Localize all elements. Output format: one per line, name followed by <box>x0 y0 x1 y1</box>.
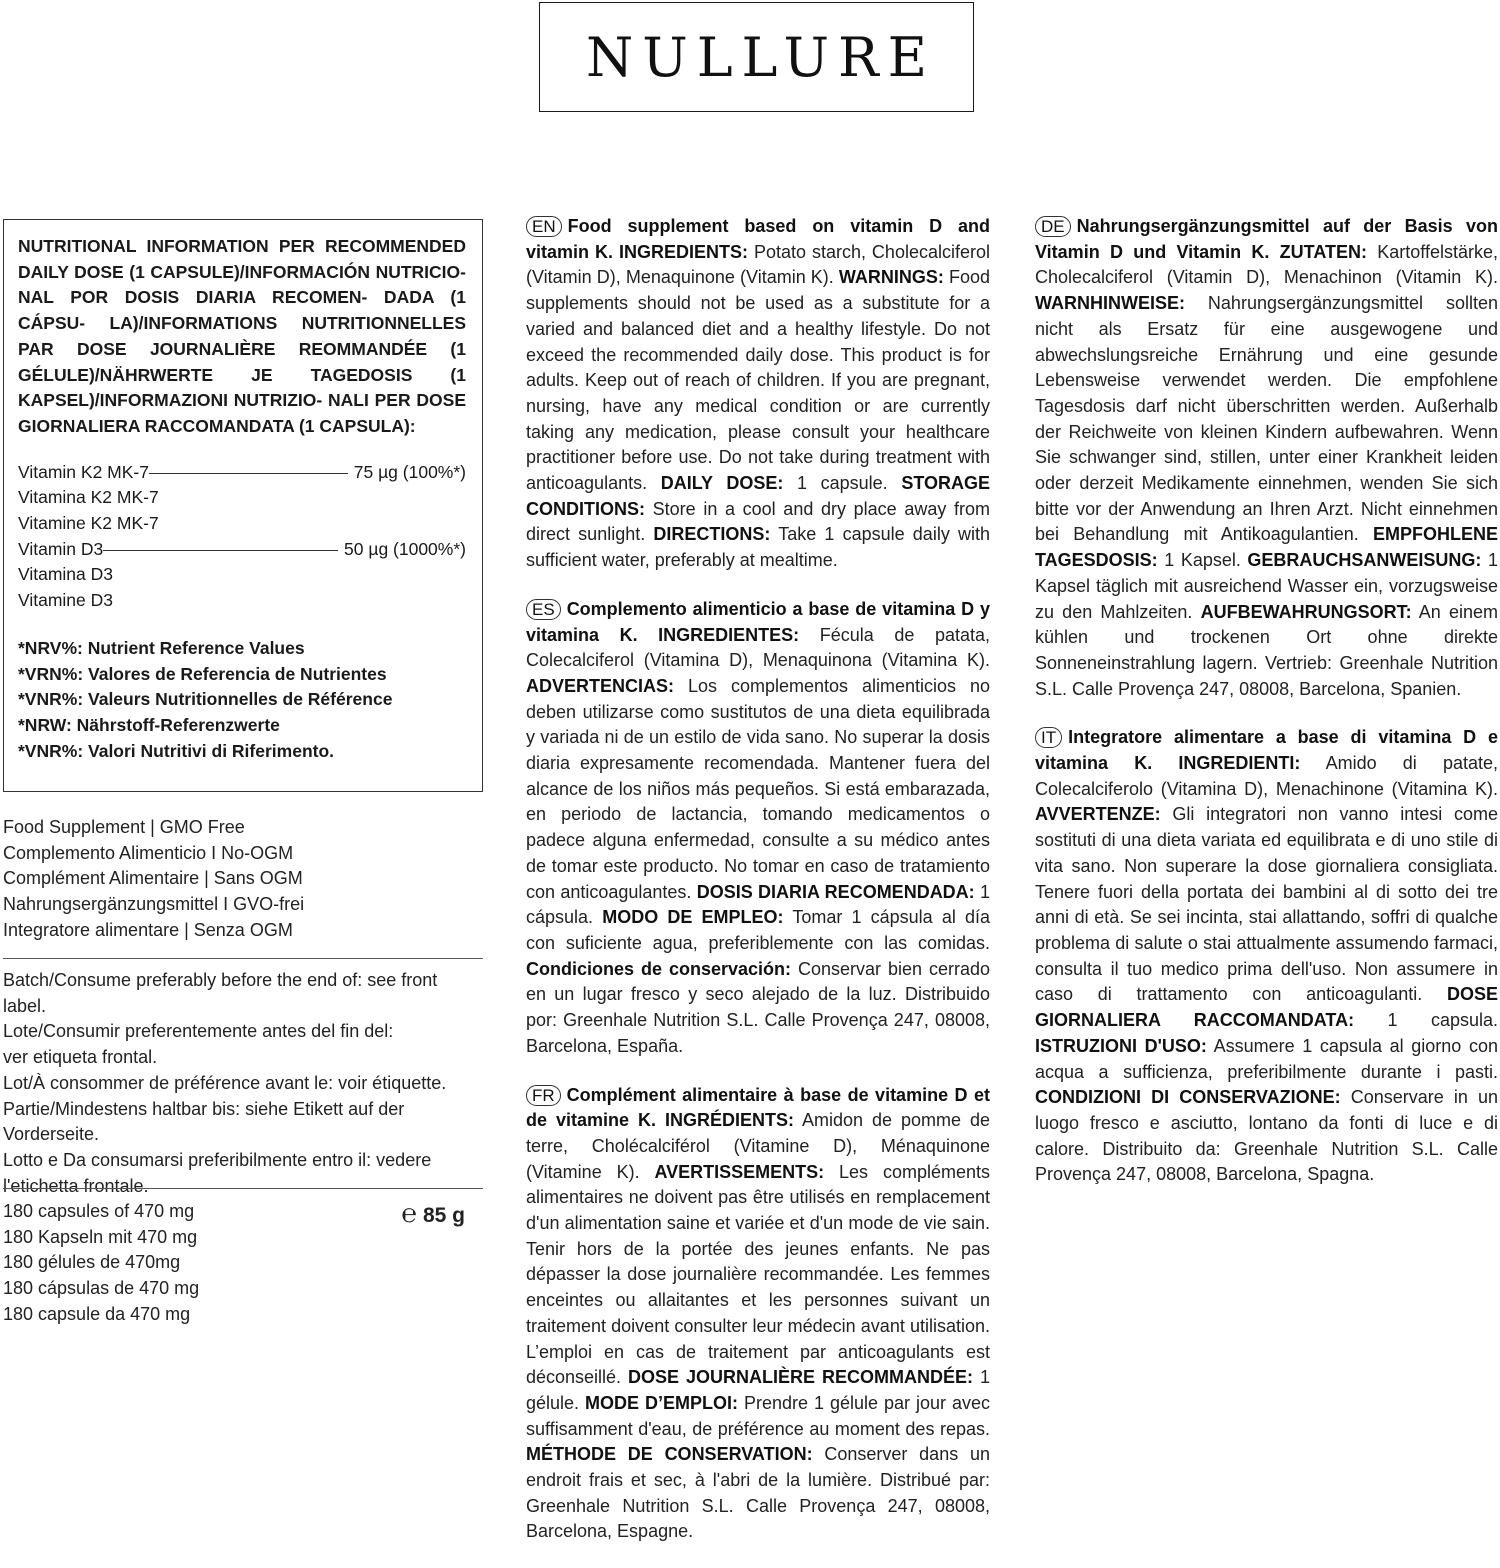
text-line: Complément Alimentaire | Sans OGM <box>3 868 303 889</box>
divider <box>3 958 483 959</box>
nutrient-value: 50 µg (1000%*) <box>344 538 466 559</box>
body-text: 1 gélule. <box>526 1367 990 1413</box>
body-text: Prendre 1 gélule par jour avec suffisamment d'eau, de préférence au moment des repas. <box>526 1392 991 1439</box>
body-text: Conservar bien cerrado en un lugar fresco y seco alejado de la luz. Distribuido por: Greenhale Nutrition S.L. Calle Provença 247, 08008, Barcelona, España. <box>526 958 990 1056</box>
nrv-line: *NRV%: Nutrient Reference Values <box>18 637 305 658</box>
nutrition-info-box <box>3 219 483 792</box>
nutrient-name: Vitamin K2 MK-7 <box>18 461 149 482</box>
food-supplement-labels <box>3 815 483 944</box>
section-it <box>1035 725 1498 1188</box>
nutrient-row-k2 <box>18 460 466 486</box>
label-text: DOSIS DIARIA RECOMENDADA: <box>696 881 975 902</box>
section-de <box>1035 214 1498 702</box>
label-text: EMPFOHLENE TAGESDOSIS: <box>1035 524 1498 571</box>
text-line: l'etichetta frontale. <box>3 1175 149 1196</box>
body-text: Gli integratori non vanno intesi come sostituti di una dieta variata ed equilibrata e di uno stile di vita sano. Non superare la dose giornaliera consigliata. Tenere fuori della portata dei bambini al di sotto dei tre anni di età. Se sei incinta, stai allattando, soffri di qualche problema di salute o stai attualmente assumendo farmaci, consulta il tuo medico prima dell'uso. Non assumere in caso di trattamento con anticoagulanti. <box>1035 804 1498 1005</box>
nutrient-value: 75 µg (100%*) <box>353 461 466 482</box>
nrv-line: *VNR%: Valeurs Nutritionnelles de Référence <box>18 689 393 710</box>
body-text: 1 Kapsel. <box>1157 550 1248 571</box>
label-text: WARNHINWEISE: <box>1035 293 1185 314</box>
nutrient-name: Vitamine K2 MK-7 <box>18 513 159 534</box>
label-text: DOSE GIORNALIERA RACCOMANDATA: <box>1035 984 1498 1031</box>
body-text: Potato starch, Cholecalciferol (Vitamin D), Menaquinone (Vitamin K). <box>526 241 990 288</box>
leader-line <box>149 473 348 474</box>
batch-info <box>3 968 483 1199</box>
label-text: WARNINGS: <box>838 267 944 288</box>
label-text: DIRECTIONS: <box>653 524 771 545</box>
brand-logo: NULLURE <box>585 25 937 89</box>
label-text: ISTRUZIONI D'USO: <box>1035 1035 1207 1056</box>
text-line: 180 gélules de 470mg <box>3 1252 181 1273</box>
body-text: Tomar 1 cápsula al día con suficiente agua, preferiblemente con las comidas. <box>526 907 990 953</box>
body-text: Amido di patate, Colecalciferolo (Vitamina D), Menachinone (Vitamina K). <box>1035 753 1499 799</box>
text-line: Batch/Consume preferably before the end of: see front label. <box>3 970 438 1016</box>
body-text: Amidon de pomme de terre, Cholécalciférol (Vitamine D), Ménaquinone (Vitamine K). <box>526 1110 991 1182</box>
weight-value: 85 g <box>422 1204 465 1227</box>
text-line: 180 Kapseln mit 470 mg <box>3 1226 198 1247</box>
capsule-count <box>3 1199 483 1328</box>
language-badge: EN <box>526 216 562 237</box>
language-badge: ES <box>526 599 561 620</box>
text-line: Lote/Consumir preferentemente antes del fin del: <box>3 1021 394 1042</box>
section-fr <box>526 1083 990 1546</box>
label-text: AUFBEWAHRUNGSORT: <box>1200 601 1412 622</box>
nutrient-list <box>18 460 466 614</box>
text-line: Partie/Mindestens haltbar bis: siehe Etikett auf der <box>3 1098 405 1119</box>
heading-text: Complemento alimenticio a base de vitamina D y vitamina K. INGREDIENTES: <box>526 598 990 645</box>
body-text: Take 1 capsule daily with sufficient water, preferably at mealtime. <box>526 524 990 571</box>
body-text: Assumere 1 capsula al giorno con acqua a sufficienza, preferibilmente durante i pasti. <box>1035 1035 1498 1082</box>
heading-text: Complément alimentaire à base de vitamine D et de vitamine K. INGRÉDIENTS: <box>526 1084 990 1131</box>
text-line: ver etiqueta frontal. <box>3 1047 158 1068</box>
text-line: Complemento Alimenticio I No-OGM <box>3 842 294 863</box>
body-text: 1 Kapsel täglich mit ausreichend Wasser ein, vorzugsweise zu den Mahlzeiten. <box>1035 550 1498 622</box>
label-text: Condiciones de conservación: <box>526 958 791 979</box>
heading-text: Nahrungsergänzungsmittel auf der Basis von Vitamin D und Vitamin K. ZUTATEN: <box>1035 216 1498 262</box>
nutrition-heading: NUTRITIONAL INFORMATION PER RECOMMENDED DAILY DOSE (1 CAPSULE)/INFORMACIÓN NUTRICIO- NAL POR DOSIS DIARIA RECOMEN- DADA (1 CÁPSU- LA)/INFORMATIONS NUTRITIONNELLES PAR DOSE JOURNALIÈRE REOMMANDÉE (1 GÉLULE)/NÄHRWERTE JE TAGEDOSIS (1 KAPSEL)/INFORMAZIONI NUTRIZIO- NALI PER DOSE GIORNALIERA RACCOMANDATA (1 CAPSULA): <box>18 236 466 436</box>
text-line: Lot/À consommer de préférence avant le: voir étiquette. <box>3 1072 447 1093</box>
heading-text: Food supplement based on vitamin D and vitamin K. INGREDIENTS: <box>526 216 990 262</box>
label-text: MODO DE EMPLEO: <box>602 907 784 928</box>
language-badge: DE <box>1035 216 1071 237</box>
nrv-line: *VNR%: Valori Nutritivi di Riferimento. <box>18 740 335 761</box>
body-text: Fécula de patata, Colecalciferol (Vitamina D), Menaquinona (Vitamina K). <box>526 624 990 671</box>
text-line: 180 capsules of 470 mg <box>3 1201 195 1221</box>
label-text: MÉTHODE DE CONSERVATION: <box>526 1444 813 1465</box>
body-text: Kartoffelstärke, Cholecalciferol (Vitamin D), Menachinon (Vitamin K). <box>1035 241 1498 288</box>
body-text: Store in a cool and dry place away from direct sunlight. <box>526 498 990 545</box>
net-weight <box>401 1199 465 1229</box>
label-text: AVVERTENZE: <box>1035 804 1161 825</box>
text-line: Nahrungsergänzungsmittel I GVO-frei <box>3 894 305 915</box>
label-text: MODE D’EMPLOI: <box>585 1392 739 1413</box>
body-text: Los complementos alimenticios no deben utilizarse como sustitutos de una dieta equilibrada y variada ni de un estilo de vida sano. No superar la dosis diaria expresamente recomendada. Mantener fuera del alcance de los niños más pequeños. Si está embarazada, en periodo de lactancia, tomando medicamentos o padece alguna enfermedad, consulte a su médico antes de tomar este producto. No tomar en caso de tratamiento con anticoagulantes. <box>526 675 990 902</box>
heading-text: Integratore alimentare a base di vitamina D e vitamina K. INGREDIENTI: <box>1035 727 1498 774</box>
brand-logo-box <box>539 2 974 112</box>
label-text: ADVERTENCIAS: <box>526 675 675 696</box>
label-text: STORAGE CONDITIONS: <box>526 473 990 519</box>
nrv-line: *NRW: Nährstoff-Referenzwerte <box>18 714 280 735</box>
section-en <box>526 214 990 574</box>
estimated-sign-icon: ℮ <box>401 1199 417 1229</box>
section-es <box>526 597 990 1060</box>
text-line: Food Supplement | GMO Free <box>3 817 245 837</box>
nutrient-name: Vitamina K2 MK-7 <box>18 487 159 508</box>
language-badge: FR <box>526 1085 561 1106</box>
label-text: CONDIZIONI DI CONSERVAZIONE: <box>1035 1087 1341 1108</box>
text-line: Integratore alimentare | Senza OGM <box>3 919 293 940</box>
text-column-right <box>1035 214 1498 1211</box>
nutrient-row-d3 <box>18 537 466 563</box>
body-text: Conservare in un luogo fresco e asciutto, lontano da fonti di luce e di calore. Distribuito da: Greenhale Nutrition S.L. Calle Provença 247, 08008, Barcelona, Spagna. <box>1035 1087 1498 1185</box>
label-text: DOSE JOURNALIÈRE RECOMMANDÉE: <box>628 1367 974 1388</box>
nutrient-name: Vitamina D3 <box>18 564 114 585</box>
text-column-middle <box>526 214 990 1568</box>
nutrient-name: Vitamin D3 <box>18 538 104 559</box>
nrv-line: *VRN%: Valores de Referencia de Nutrientes <box>18 663 387 684</box>
label-text: GEBRAUCHSANWEISUNG: <box>1247 550 1482 571</box>
text-line: 180 cápsulas de 470 mg <box>3 1278 200 1299</box>
body-text: Conserver dans un endroit frais et sec, à l'abri de la lumière. Distribué par: Greenhale Nutrition S.L. Calle Provença 247, 08008, Barcelona, Espagne. <box>526 1444 990 1542</box>
label-text: AVERTISSEMENTS: <box>654 1161 825 1182</box>
body-text: 1 capsule. <box>783 473 902 494</box>
label-text: DAILY DOSE: <box>660 473 784 494</box>
body-text: Food supplements should not be used as a substitute for a varied and balanced diet and a healthy lifestyle. Do not exceed the recommended daily dose. This product is for adults. Keep out of reach of children. If you are pregnant, nursing, have any medical condition or are currently taking any medication, please consult your healthcare practitioner before use. Do not take during treatment with anticoagulants. <box>526 267 991 494</box>
text-line: Vorderseite. <box>3 1124 100 1145</box>
leader-line <box>103 550 338 551</box>
body-text: 1 cápsula. <box>526 881 991 928</box>
body-text: 1 capsula. <box>1354 1010 1498 1031</box>
body-text: Nahrungsergänzungsmittel sollten nicht als Ersatz für eine ausgewogene und abwechslungsreiche Ernährung und eine gesunde Lebensweise verwendet werden. Die empfohlene Tagesdosis darf nicht überschritten werden. Außerhalb der Reichweite von kleinen Kindern aufbewahren. Wenn Sie schwanger sind, stillen, unter einer Krankheit leiden oder derzeit Medikamente einnehmen, wenden Sie sich bitte vor der Anwendung an Ihren Arzt. Nicht einnehmen bei Behandlung mit Antikoagulantien. <box>1035 293 1498 545</box>
body-text: Les compléments alimentaires ne doivent pas être utilisés en remplacement d'un alimentation saine et variée et d'un mode de vie sain. Tenir hors de la portée des jeunes enfants. Ne pas dépasser la dose journalière recommandée. Les femmes enceintes ou allaitantes et les personnes suivant un traitement doivent consulter leur médecin avant utilisation. L’emploi en cas de traitement par anticoagulants est déconseillé. <box>526 1161 990 1388</box>
nutrient-name: Vitamine D3 <box>18 590 114 611</box>
body-text: An einem kühlen und trockenen Ort ohne direkte Sonneneinstrahlung lagern. Vertrieb: Greenhale Nutrition S.L. Calle Provença 247, 08008, Barcelona, Spanien. <box>1035 601 1498 699</box>
language-badge: IT <box>1035 727 1062 748</box>
nrv-legend <box>18 636 466 765</box>
text-line: 180 capsule da 470 mg <box>3 1303 191 1324</box>
divider <box>3 1188 483 1189</box>
text-line: Lotto e Da consumarsi preferibilmente entro il: vedere <box>3 1149 432 1170</box>
